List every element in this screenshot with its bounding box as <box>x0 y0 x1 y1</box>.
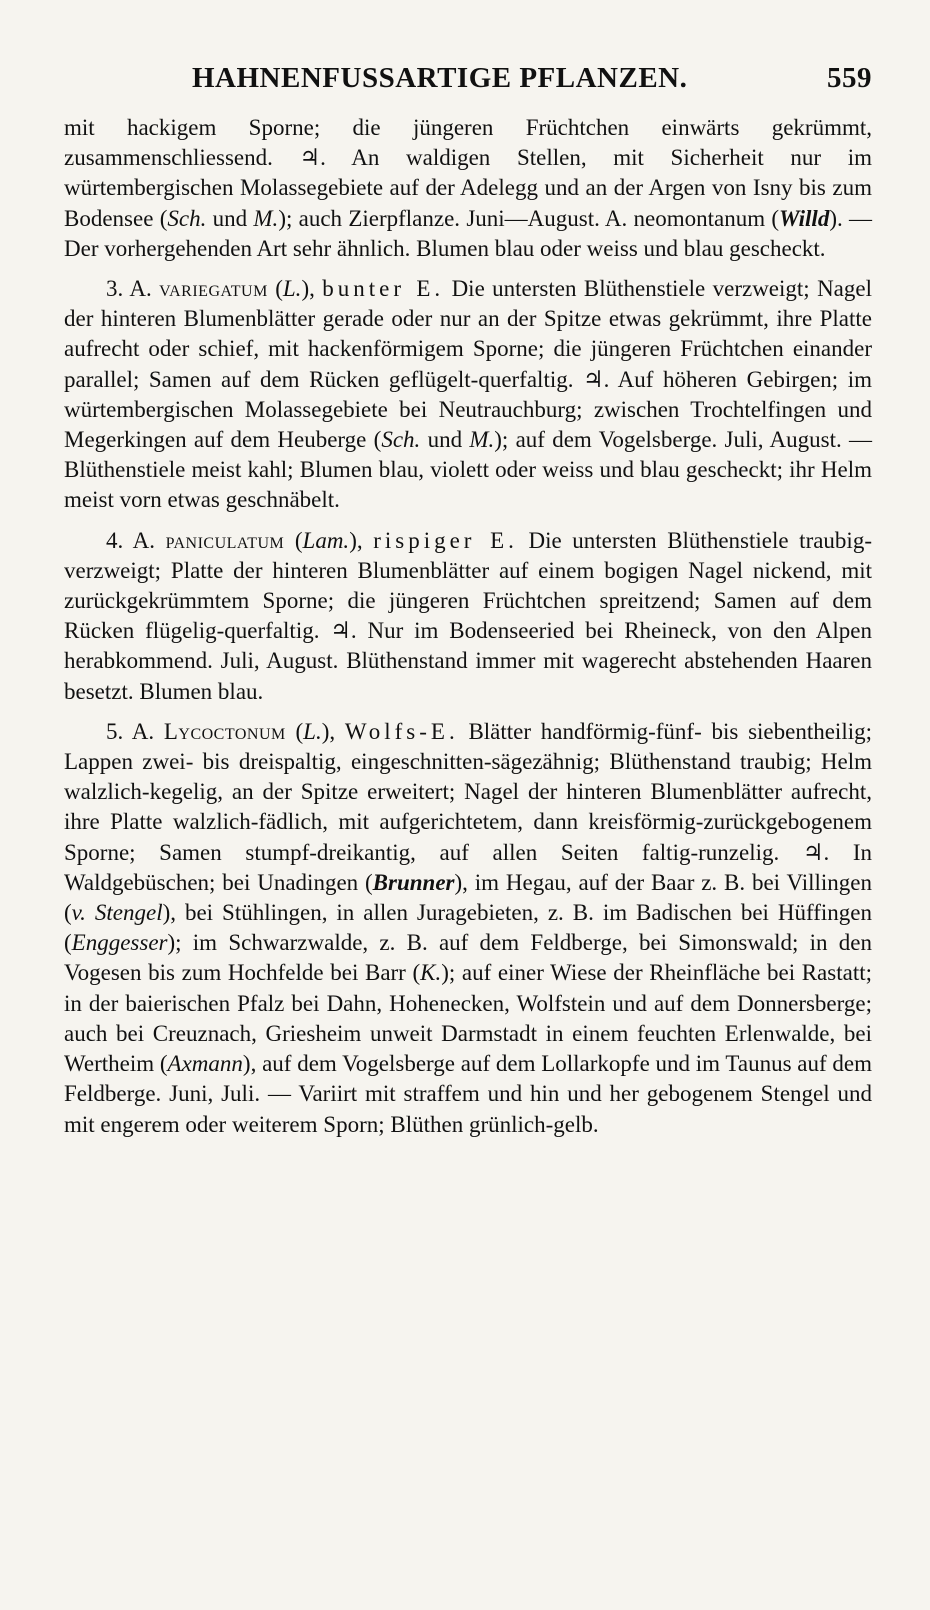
collector-name: Enggesser <box>71 930 168 956</box>
author-abbrev: M. <box>253 205 279 231</box>
page-title: HAHNENFUSSARTIGE PFLANZEN. <box>192 62 688 94</box>
collector-name: Axmann <box>167 1051 243 1077</box>
author-abbrev: Lam. <box>302 527 350 553</box>
collector-name: v. Stengel <box>71 900 163 926</box>
species-entry-variegatum: 3. A. variegatum (L.), bunter E. Die untersten Blüthenstiele verzweigt; Nagel der hinteren Blumenblätter gerade oder nur an der Spitze etwas gekrümmt, ihre Platte aufrecht oder schief, mit hackenförmigem Sporne; die jüngeren Früchtchen einander parallel; Samen auf dem Rücken geflügelt-querfaltig. ♃. Auf höheren Gebirgen; im würtembergischen Molassegebiete bei Neutrauchburg; zwischen Trochtelfingen und Megerkingen auf dem Heuberge (Sch. und M.); auf dem Vogelsberge. Juli, August. — Blüthenstiele meist kahl; Blumen blau, violett oder weiss und blau gescheckt; ihr Helm meist vorn etwas geschnäbelt. <box>64 276 873 513</box>
species-name: paniculatum <box>165 527 285 553</box>
collector-name: Brunner <box>372 869 455 895</box>
species-entry-lycoctonum: 5. A. Lycoctonum (L.), Wolfs-E. Blätter handförmig-fünf- bis siebentheilig; Lappen zwei- bis dreispaltig, eingeschnitten-sägezähnig; Blüthenstand traubig; Helm walzlich-kegelig, an der Spitze erweitert; Nagel der hinteren Blumenblätter aufrecht, ihre Platte walzlich-fädlich, mit aufgerichtetem, dann kreisförmig-zurückgebogenem Sporne; Samen stumpf-dreikantig, auf allen Seiten faltig-runzelig. ♃. In Waldgebüschen; bei Unadingen (Brunner), im Hegau, auf der Baar z. B. bei Villingen (v. Stengel), bei Stühlingen, in allen Juragebieten, z. B. im Badischen bei Hüffingen (Enggesser); im Schwarzwalde, z. B. auf dem Feldberge, bei Simonswald; in den Vogesen bis zum Hochfelde bei Barr (K.); auf einer Wiese der Rheinfläche bei Rastatt; in der baierischen Pfalz bei Dahn, Hohenecken, Wolfstein und auf dem Donnersberge; auch bei Creuznach, Griesheim unweit Darmstadt in einem feuchten Erlenwalde, bei Wertheim (Axmann), auf dem Vogelsberge auf dem Lollarkopfe und im Taunus auf dem Feldberge. Juni, Juli. — Variirt mit straffem und hin und her gebogenem Stengel und mit engerem oder weiterem Sporn; Blüthen grünlich-gelb. <box>64 718 873 1137</box>
running-head <box>64 62 872 95</box>
common-name: Wolfs-E. <box>344 718 459 744</box>
author-abbrev: Sch. <box>381 427 421 453</box>
author-abbrev: Sch. <box>167 205 207 231</box>
species-name: variegatum <box>159 276 268 302</box>
page-number: 559 <box>827 62 872 94</box>
author-abbrev: L. <box>282 276 302 302</box>
collector-name: K. <box>420 960 442 986</box>
paragraph-continuation: mit hackigem Sporne; die jüngeren Früchtchen einwärts gekrümmt, zusammenschliessend. ♃. An waldigen Stellen, mit Sicherheit nur im würtembergischen Molassegebiete auf der Adelegg und an der Argen von Isny bis zum Bodensee (Sch. und M.); auch Zierpflanze. Juni—August. A. neomontanum (Willd). — Der vorhergehenden Art sehr ähnlich. Blumen blau oder weiss und blau gescheckt. <box>64 115 873 261</box>
author-abbrev: Willd <box>779 205 830 231</box>
author-abbrev: M. <box>469 427 495 453</box>
species-entry-paniculatum: 4. A. paniculatum (Lam.), rispiger E. Die untersten Blüthenstiele traubig-verzweigt; Platte der hinteren Blumenblätter auf einem bogigen Nagel nickend, mit zurückgekrümmtem Sporne; die jüngeren Früchtchen spreitzend; Samen auf dem Rücken flügelig-querfaltig. ♃. Nur im Bodenseeried bei Rheineck, von den Alpen herabkommend. Juli, August. Blüthenstand immer mit wagerecht abstehenden Haaren besetzt. Blumen blau. <box>64 527 872 704</box>
species-name: Lycoctonum <box>163 718 286 744</box>
common-name: rispiger E. <box>373 527 518 553</box>
common-name: bunter E. <box>322 276 445 302</box>
author-abbrev: L. <box>303 718 322 744</box>
